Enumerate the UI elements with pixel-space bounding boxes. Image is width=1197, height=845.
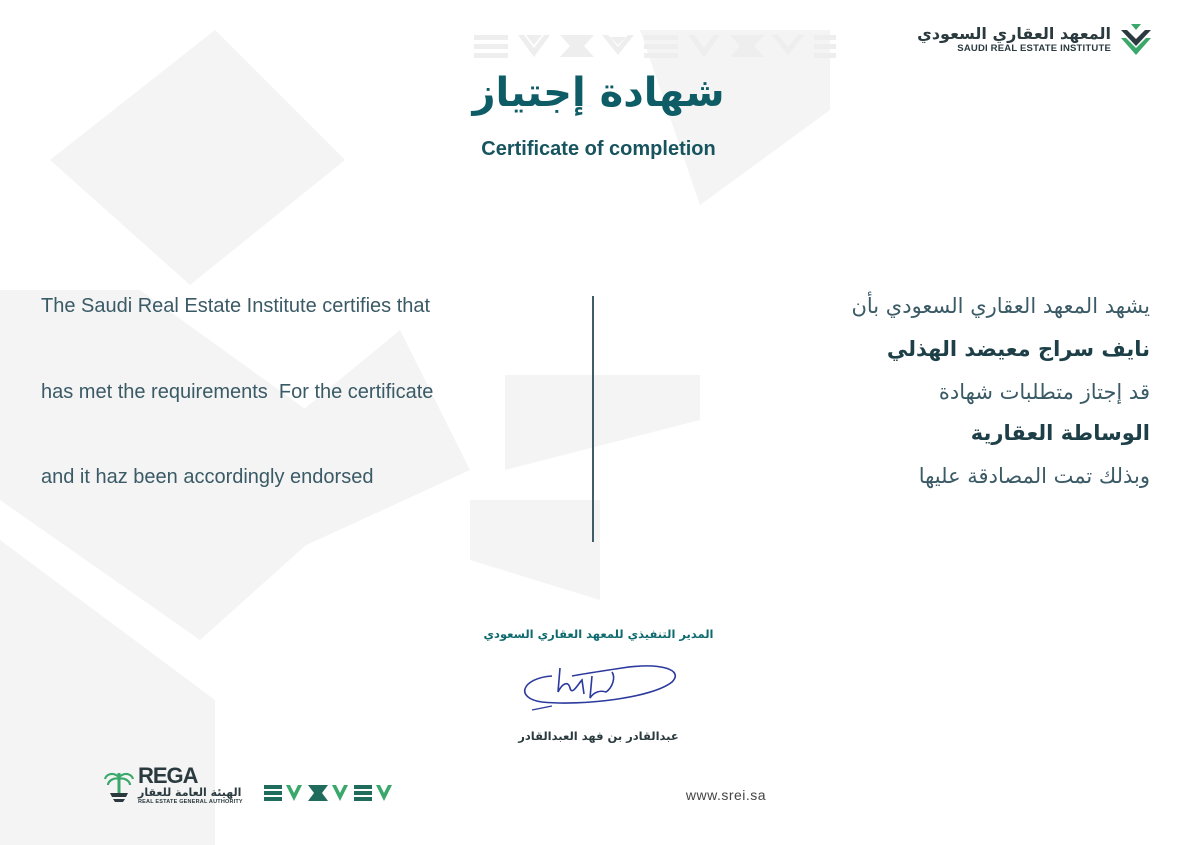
column-divider: [592, 296, 594, 542]
title-english: Certificate of completion: [481, 138, 716, 160]
logo-arabic-text: المعهد العقاري السعودي: [917, 23, 1111, 43]
english-line-1: The Saudi Real Estate Institute certifies that: [41, 295, 431, 317]
recipient-name: نايف سراج معيضد الهذلي: [886, 337, 1150, 361]
title-arabic: شهادة إجتياز: [472, 70, 725, 116]
rega-arabic: الهيئة العامة للعقار: [138, 786, 242, 799]
arabic-line-1: يشهد المعهد العقاري السعودي بأن: [851, 294, 1150, 318]
rega-english: REAL ESTATE GENERAL AUTHORITY: [138, 799, 243, 805]
srei-logo: [917, 22, 1153, 56]
website-url[interactable]: www.srei.sa: [685, 787, 767, 803]
signatory-name: عبدالقادر بن فهد العبدالقادر: [518, 729, 679, 743]
srei-chevron-logo-icon: [1119, 22, 1153, 56]
signatory-title: المدير التنفيذي للمعهد العقاري السعودي: [483, 627, 714, 641]
arabic-line-3: وبذلك تمت المصادقة عليها: [918, 464, 1150, 488]
logo-english-text: SAUDI REAL ESTATE INSTITUTE: [957, 42, 1111, 54]
english-line-3: and it haz been accordingly endorsed: [41, 466, 374, 488]
handwritten-signature: [512, 658, 682, 720]
certificate-name: الوساطة العقارية: [970, 421, 1150, 445]
rega-name: REGA: [138, 763, 198, 788]
english-line-2: has met the requirements For the certificate: [41, 381, 434, 403]
arabic-line-2: قد إجتاز متطلبات شهادة: [938, 380, 1150, 404]
